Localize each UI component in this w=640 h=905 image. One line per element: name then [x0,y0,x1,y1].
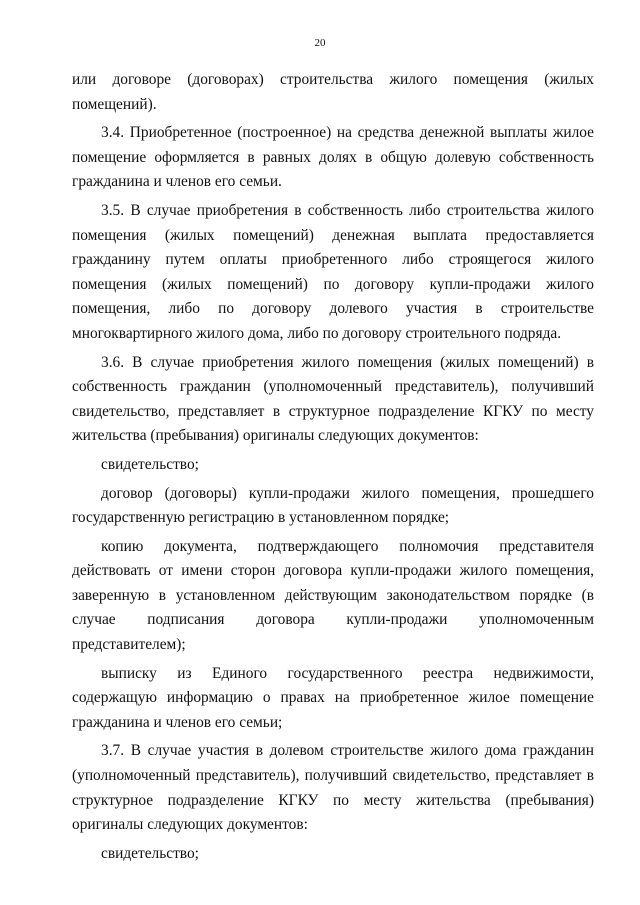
paragraph-continuation: или договоре (договорах) строительства жилого помещения (жилых помещений). [72,71,594,113]
paragraph-3-4: 3.4. Приобретенное (построенное) на средства денежной выплаты жилое помещение оформляется в равных долях в общую долевую собственность гражданина и членов его семьи. [72,124,594,191]
list-item-registry-extract: выписку из Единого государственного реестра недвижимости, содержащую информацию о правах на приобретенное жилое помещение гражданина и членов его семьи; [72,664,594,731]
list-item-sale-contract: договор (договоры) купли-продажи жилого помещения, прошедшего государственную регистрацию в установленном порядке; [72,484,594,527]
page-number: 20 [314,37,326,49]
paragraph-3-7: 3.7. В случае участия в долевом строительстве жилого дома гражданин (уполномоченный представитель), получивший свидетельство, представляет в структурное подразделение КГКУ по месту жительства (пребывания) оригиналы следующих документов: [72,742,594,834]
paragraph-3-5: 3.5. В случае приобретения в собственность либо строительства жилого помещения (жилых помещений) денежная выплата предоставляется гражданину путем оплаты приобретенного либо строящегося жилого помещения (жилых помещений) по договору купли-продажи жилого помещения, либо по договору долевого участия в строительстве многоквартирного жилого дома, либо по договору строительного подряда. [72,201,594,342]
document-body [72,68,594,866]
paragraph-3-6: 3.6. В случае приобретения жилого помещения (жилых помещений) в собственность гражданин (уполномоченный представитель), получивший свидетельство, представляет в структурное подразделение КГКУ по месту жительства (пребывания) оригиналы следующих документов: [72,353,594,445]
list-item-certificate-2: свидетельство; [101,844,199,862]
list-item-certificate: свидетельство; [101,455,199,473]
list-item-power-of-attorney: копию документа, подтверждающего полномочия представителя действовать от имени сторон договора купли-продажи жилого помещения, заверенную в установленном действующим законодательством порядке (в случае подписания договора купли-продажи уполномоченным представителем); [72,537,594,654]
